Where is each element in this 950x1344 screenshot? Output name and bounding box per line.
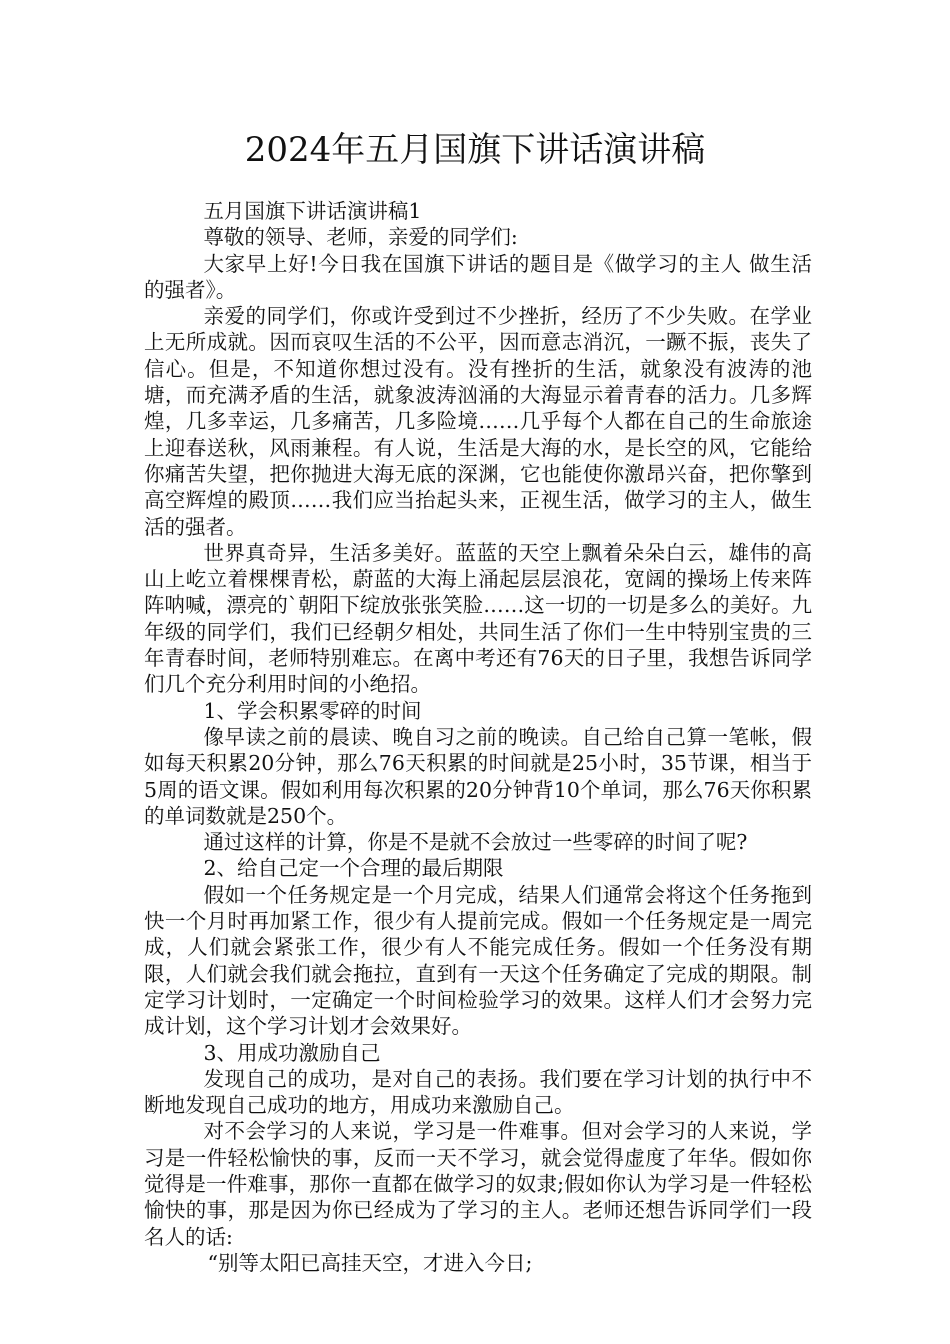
- document-title: 2024年五月国旗下讲话演讲稿: [244, 130, 706, 170]
- section-heading: 1、学会积累零碎的时间: [203, 698, 422, 723]
- quote-line: “别等太阳已高挂天空，才进入今日;: [207, 1250, 533, 1275]
- paragraph: 大家早上好!今日我在国旗下讲话的题目是《做学习的主人 做生活的强者》。: [144, 251, 812, 302]
- salutation: 尊敬的领导、老师，亲爱的同学们:: [203, 225, 518, 250]
- paragraph: 亲爱的同学们，你或许受到过不少挫折，经历了不少失败。在学业上无所成就。因而哀叹生活的不公平，因而意志消沉，一蹶不振，丧失了信心。但是，不知道你想过没有。没有挫折的生活，就象没有波涛的池塘，而充满矛盾的生活，就象波涛汹涌的大海显示着青春的活力。几多辉煌，几多幸运，几多痛苦，几多险境……几乎每个人都在自己的生命旅途上迎春送秋，风雨兼程。有人说，生活是大海的水，是长空的风，它能给你痛苦失望，把你抛进大海无底的深渊，它也能使你激昂兴奋，把你擎到高空辉煌的殿顶……我们应当抬起头来，正视生活，做学习的主人，做生活的强者。: [144, 304, 812, 539]
- paragraph: 像早读之前的晨读、晚自习之前的晚读。自己给自己算一笔帐，假如每天积累20分钟，那么76天积累的时间就是25小时，35节课，相当于5周的语文课。假如利用每次积累的20分钟背10个单词，那么76天你积累的单词数就是250个。: [144, 724, 812, 828]
- paragraph: 发现自己的成功，是对自己的表扬。我们要在学习计划的执行中不断地发现自己成功的地方，用成功来激励自己。: [144, 1066, 812, 1118]
- document-body: [144, 198, 812, 1276]
- section-heading: 3、用成功激励自己: [203, 1040, 381, 1065]
- paragraph: 通过这样的计算，你是不是就不会放过一些零碎的时间了呢?: [203, 830, 748, 855]
- paragraph: 对不会学习的人来说，学习是一件难事。但对会学习的人来说，学习是一件轻松愉快的事，反而一天不学习，就会觉得虚度了年华。假如你觉得是一件难事，那你一直都在做学习的奴隶;假如你认为学习是一件轻松愉快的事，那是因为你已经成为了学习的主人。老师还想告诉同学们一段名人的话:: [144, 1119, 812, 1249]
- section-heading: 2、给自己定一个合理的最后期限: [203, 856, 504, 881]
- paragraph: 假如一个任务规定是一个月完成，结果人们通常会将这个任务拖到快一个月时再加紧工作，很少有人提前完成。假如一个任务规定是一周完成，人们就会紧张工作，很少有人不能完成任务。假如一个任务没有期限，人们就会我们就会拖拉，直到有一天这个任务确定了完成的期限。制定学习计划时，一定确定一个时间检验学习的效果。这样人们才会努力完成计划，这个学习计划才会效果好。: [144, 882, 812, 1039]
- paragraph: 世界真奇异，生活多美好。蓝蓝的天空上飘着朵朵白云，雄伟的高山上屹立着棵棵青松，蔚蓝的大海上涌起层层浪花，宽阔的操场上传来阵阵呐喊，漂亮的`朝阳下绽放张张笑脸……这一切的一切是多么的美好。九年级的同学们，我们已经朝夕相处，共同生活了你们一生中特别宝贵的三年青春时间，老师特别难忘。在离中考还有76天的日子里，我想告诉同学们几个充分利用时间的小绝招。: [144, 540, 812, 697]
- subtitle-line: 五月国旗下讲话演讲稿1: [203, 199, 422, 223]
